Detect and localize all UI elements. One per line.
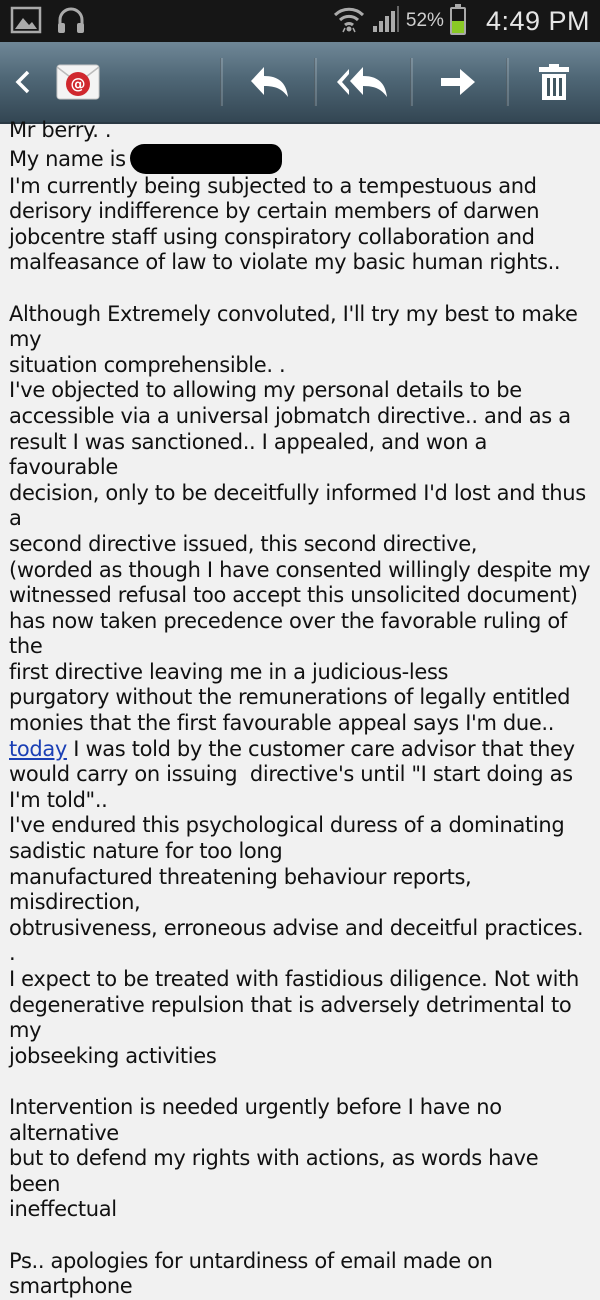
email-line: decision, only to be deceitfully informed I'd lost and thus a	[9, 480, 593, 531]
email-app-icon[interactable]	[50, 42, 106, 122]
email-line: I've objected to allowing my personal details to be	[9, 378, 522, 403]
email-line: Although Extremely convoluted, I'll try my best to make my	[9, 301, 584, 352]
email-line: situation comprehensible. .	[9, 352, 286, 377]
email-line: accessible via a universal jobmatch directive.. and as a	[9, 403, 571, 428]
headphones-icon	[56, 6, 86, 39]
email-line: jobseeking activities	[9, 1043, 217, 1068]
action-bar	[0, 42, 600, 124]
back-icon[interactable]	[8, 42, 38, 122]
today-link[interactable]: today	[9, 736, 67, 761]
email-line: smartphone	[9, 1274, 133, 1299]
forward-icon[interactable]	[414, 42, 502, 122]
email-line: first directive leaving me in a judicious-less	[9, 659, 449, 684]
email-line: would carry on issuing directive's until "I start doing as	[9, 762, 573, 787]
email-line: second directive issued, this second directive,	[9, 531, 478, 556]
status-bar	[0, 0, 600, 42]
wifi-icon	[332, 4, 366, 39]
email-line: malfeasance of law to violate my basic human rights..	[9, 250, 561, 275]
email-line: obtrusiveness, erroneous advise and deceitful practices. .	[9, 915, 590, 966]
email-line: purgatory without the remunerations of legally entitled	[9, 685, 571, 710]
email-line: I'm told"..	[9, 787, 108, 812]
email-body	[9, 118, 594, 1300]
email-line: result I was sanctioned.. I appealed, and won a favourable	[9, 429, 494, 480]
battery-percent: 52%	[405, 10, 444, 31]
email-line: sadistic nature for too long	[9, 839, 283, 864]
redacted-name	[130, 144, 282, 174]
email-line: monies that the first favourable appeal says I'm due..	[9, 711, 555, 736]
svg-text:@: @	[70, 75, 86, 93]
battery-icon	[450, 7, 466, 35]
email-line: I'm currently being subjected to a tempestuous and	[9, 173, 537, 198]
clock: 4:49 PM	[485, 5, 590, 36]
email-line: My name is	[9, 144, 594, 174]
email-line: derisory indifference by certain members of darwen	[9, 199, 540, 224]
delete-icon[interactable]	[512, 42, 596, 122]
email-line: degenerative repulsion that is adversely detrimental to my	[9, 992, 578, 1043]
email-line: jobcentre staff using conspiratory collaboration and	[9, 224, 535, 249]
email-line: ineffectual	[9, 1197, 117, 1222]
email-line: has now taken precedence over the favorable ruling of the	[9, 608, 574, 659]
signal-icon	[372, 5, 400, 38]
email-line: today I was told by the customer care advisor that they	[9, 736, 575, 761]
email-line: Ps.. apologies for untardiness of email made on	[9, 1248, 493, 1273]
email-line: I expect to be treated with fastidious diligence. Not with	[9, 967, 579, 991]
email-line: I've endured this psychological duress of a dominating	[9, 813, 565, 838]
reply-icon[interactable]	[228, 42, 312, 122]
email-line: (worded as though I have consented willingly despite my	[9, 557, 591, 582]
email-line: Intervention is needed urgently before I have no alternative	[9, 1094, 509, 1145]
email-line: but to defend my rights with actions, as words have been	[9, 1146, 545, 1196]
email-line: witnessed refusal too accept this unsolicited document)	[9, 583, 578, 608]
email-greeting: Mr berry. .	[9, 118, 112, 142]
reply-all-icon[interactable]	[318, 42, 408, 122]
email-line: manufactured threatening behaviour reports, misdirection,	[9, 864, 478, 915]
gallery-icon	[10, 6, 42, 39]
